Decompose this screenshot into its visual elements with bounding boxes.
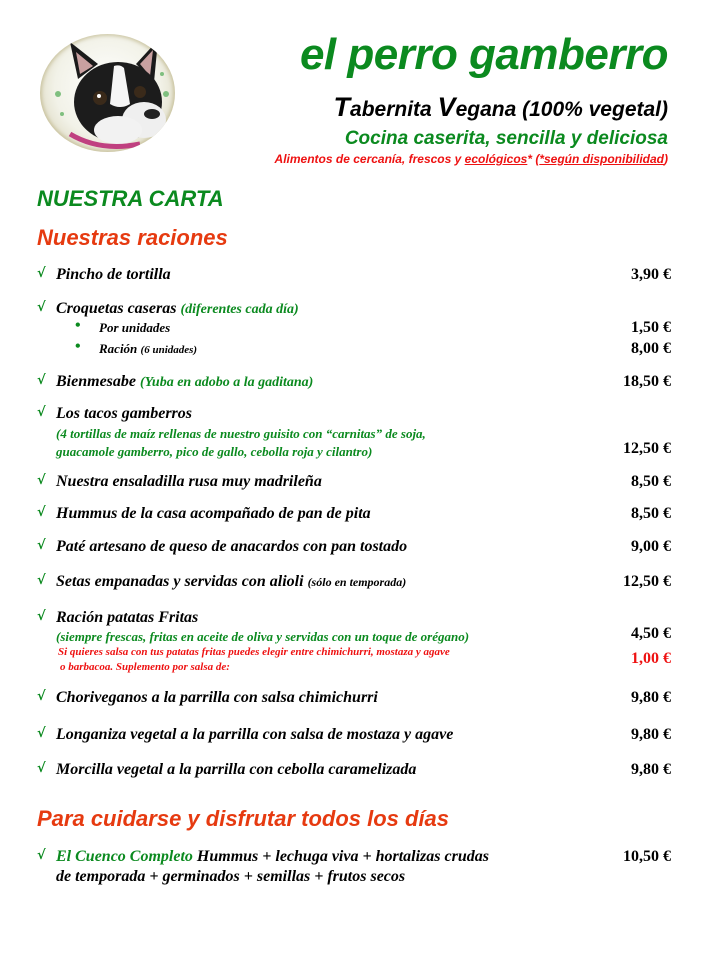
item-description: (siempre frescas, fritas en aceite de oliva y servidas con un toque de orégano) [56, 629, 470, 644]
item-name: Bienmesabe (Yuba en adobo a la gaditana) [56, 373, 314, 390]
item-price: 18,50 € [623, 373, 671, 390]
check-icon: √ [37, 573, 46, 588]
item-price: 9,80 € [631, 689, 671, 706]
item-name: Pincho de tortilla [56, 266, 171, 283]
menu-item-tacos [37, 405, 671, 463]
check-icon: √ [37, 689, 46, 704]
section-cuidarse: Para cuidarse y disfrutar todos los días [37, 806, 450, 831]
restaurant-subtitle: Tabernita Vegana (100% vegetal) [333, 92, 668, 122]
item-name: Setas empanadas y servidas con alioli (sólo en temporada) [56, 573, 407, 590]
item-name: Croquetas caseras (diferentes cada día) [56, 300, 299, 317]
item-price: 9,00 € [631, 538, 671, 555]
ecologicos-link[interactable]: ecológicos [464, 152, 528, 166]
item-price: 3,90 € [631, 266, 671, 283]
french-bulldog-icon [40, 34, 175, 152]
salsa-note: Si quieres salsa con tus patatas fritas puedes elegir entre chimichurri, mostaza y agave [58, 646, 450, 658]
bullet-dot-icon: • [75, 317, 81, 334]
menu-item-cuenco [37, 848, 671, 890]
item-price: 9,80 € [631, 726, 671, 743]
salsa-price: 1,00 € [631, 650, 671, 667]
item-price: 1,50 € [631, 319, 671, 336]
item-price: 9,80 € [631, 761, 671, 778]
check-icon: √ [37, 473, 46, 488]
item-price: 8,50 € [631, 473, 671, 490]
item-name: Longaniza vegetal a la parrilla con salsa de mostaza y agave [56, 726, 454, 743]
item-price: 12,50 € [623, 573, 671, 590]
menu-item-patatas [37, 609, 671, 677]
section-raciones: Nuestras raciones [37, 225, 228, 250]
restaurant-logo [40, 34, 175, 152]
availability-link[interactable]: *según disponibilidad [539, 152, 664, 166]
item-name: Hummus de la casa acompañado de pan de pita [56, 505, 371, 522]
tagline: Cocina caserita, sencilla y deliciosa [344, 128, 668, 149]
menu-heading: NUESTRA CARTA [37, 186, 224, 211]
bullet-dot-icon: • [75, 338, 81, 355]
item-price: 10,50 € [623, 848, 671, 865]
check-icon: √ [37, 373, 46, 388]
item-name: Paté artesano de queso de anacardos con pan tostado [56, 538, 408, 555]
item-price: 4,50 € [631, 625, 671, 642]
menu-item-croquetas: √ Croquetas caseras (diferentes cada día) • Por unidades 1,50 € • Ración (6 unidades) 8,00 € [37, 300, 671, 357]
item-name: Los tacos gamberros [56, 405, 192, 422]
check-icon: √ [37, 609, 46, 624]
item-price: 8,50 € [631, 505, 671, 522]
item-name: Ración patatas Fritas [56, 609, 199, 626]
item-price: 12,50 € [623, 440, 671, 457]
item-description: (4 tortillas de maíz rellenas de nuestro guisito con “carnitas” de soja, [56, 426, 426, 441]
item-name: El Cuenco Completo Hummus + lechuga viva + hortalizas crudas [56, 848, 489, 865]
item-name: Nuestra ensaladilla rusa muy madrileña [56, 473, 322, 490]
check-icon: √ [37, 761, 46, 776]
check-icon: √ [37, 300, 46, 315]
check-icon: √ [37, 538, 46, 553]
item-description: guacamole gamberro, pico de gallo, cebolla roja y cilantro) [56, 444, 373, 459]
check-icon: √ [37, 266, 46, 281]
check-icon: √ [37, 848, 46, 863]
item-name-line-2: de temporada + germinados + semillas + frutos secos [56, 868, 406, 885]
item-name: Morcilla vegetal a la parrilla con cebolla caramelizada [56, 761, 417, 778]
item-price: 8,00 € [631, 340, 671, 357]
sourcing-note: Alimentos de cercanía, frescos y ecológicos* (*según disponibilidad) [274, 152, 668, 166]
check-icon: √ [37, 726, 46, 741]
check-icon: √ [37, 405, 46, 420]
check-icon: √ [37, 505, 46, 520]
restaurant-name: el perro gamberro [299, 30, 668, 79]
item-name: Choriveganos a la parrilla con salsa chimichurri [56, 689, 378, 706]
salsa-note: o barbacoa. Suplemento por salsa de: [60, 661, 230, 673]
